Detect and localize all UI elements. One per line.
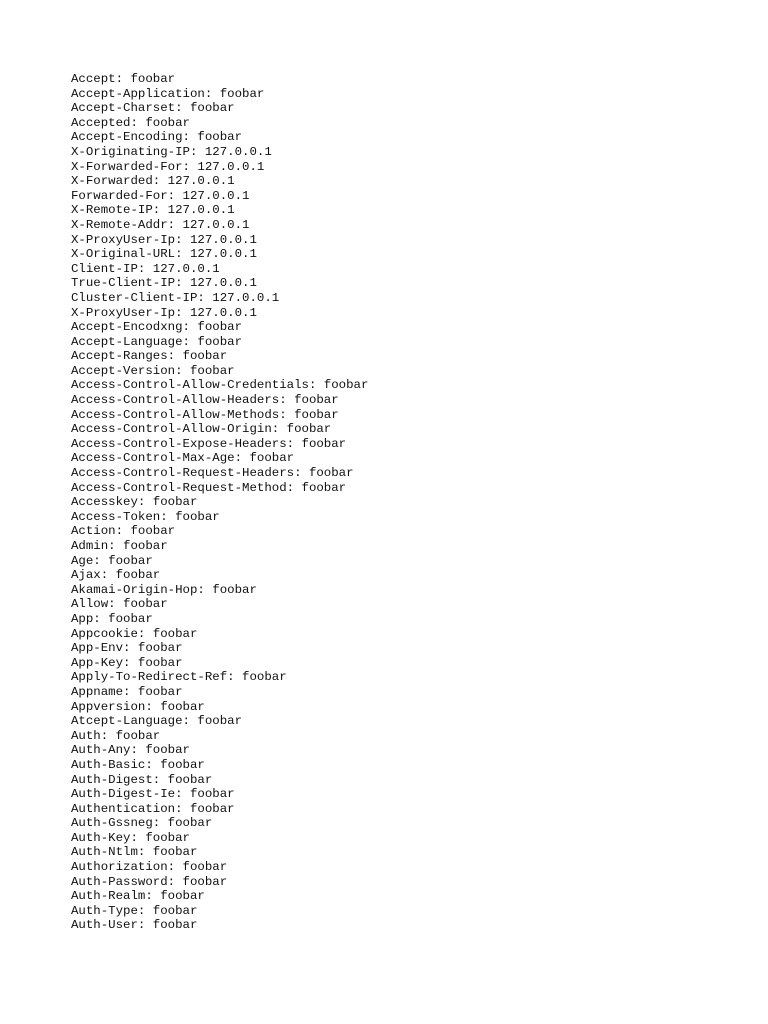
header-line: Access-Control-Allow-Headers: foobar: [71, 393, 339, 408]
header-line: Accept: foobar: [71, 72, 176, 86]
header-line: Appversion: foobar: [71, 699, 205, 714]
header-line: Access-Control-Allow-Credentials: foobar: [71, 378, 369, 393]
header-line: Forwarded-For: 127.0.0.1: [71, 188, 250, 203]
header-line: Akamai-Origin-Hop: foobar: [71, 582, 257, 597]
header-line: Accept-Ranges: foobar: [71, 349, 228, 364]
header-line: Auth-Password: foobar: [71, 874, 228, 889]
header-line: Auth-Gssneg: foobar: [71, 816, 213, 831]
header-line: Access-Control-Allow-Methods: foobar: [71, 407, 339, 422]
header-line: Accepted: foobar: [71, 115, 190, 130]
header-line: Auth-Basic: foobar: [71, 757, 205, 772]
header-line: Auth-Digest-Ie: foobar: [71, 787, 235, 802]
header-line: Access-Control-Allow-Origin: foobar: [71, 422, 332, 437]
header-line: Authentication: foobar: [71, 801, 235, 816]
document-page: [71, 72, 768, 933]
header-line: X-Remote-IP: 127.0.0.1: [71, 203, 235, 218]
header-line: Appname: foobar: [71, 684, 183, 699]
header-line: True-Client-IP: 127.0.0.1: [71, 276, 257, 291]
header-line: Accept-Language: foobar: [71, 334, 243, 349]
header-line: Cluster-Client-IP: 127.0.0.1: [71, 290, 280, 305]
header-line: Auth-Any: foobar: [71, 743, 190, 758]
header-line: Accept-Application: foobar: [71, 86, 265, 101]
header-line: Auth-Realm: foobar: [71, 889, 205, 904]
header-line: Auth-Key: foobar: [71, 830, 190, 845]
header-line: Accept-Encoding: foobar: [71, 130, 243, 145]
header-line: Authorization: foobar: [71, 860, 228, 875]
header-line: Access-Control-Request-Headers: foobar: [71, 466, 354, 481]
header-line: X-Original-URL: 127.0.0.1: [71, 247, 257, 262]
header-line: Allow: foobar: [71, 597, 168, 612]
header-line: Access-Token: foobar: [71, 509, 220, 524]
header-line: App: foobar: [71, 611, 153, 626]
header-line: Admin: foobar: [71, 539, 168, 553]
header-line: X-Originating-IP: 127.0.0.1: [71, 144, 272, 159]
header-line: Access-Control-Max-Age: foobar: [71, 451, 295, 466]
header-list: [71, 72, 768, 933]
header-line: X-Forwarded: 127.0.0.1: [71, 174, 235, 189]
header-line: Access-Control-Request-Method: foobar: [71, 480, 347, 495]
header-line: Access-Control-Expose-Headers: foobar: [71, 436, 347, 451]
header-line: Age: foobar: [71, 553, 153, 568]
header-line: X-ProxyUser-Ip: 127.0.0.1: [71, 232, 257, 247]
header-line: Auth-Type: foobar: [71, 903, 198, 918]
header-line: Auth: foobar: [71, 728, 161, 743]
header-line: Accept-Version: foobar: [71, 363, 235, 378]
header-line: Accept-Encodxng: foobar: [71, 320, 243, 335]
header-line: X-Remote-Addr: 127.0.0.1: [71, 217, 250, 232]
header-line: X-Forwarded-For: 127.0.0.1: [71, 159, 265, 174]
header-line: Auth-Digest: foobar: [71, 772, 213, 787]
header-line: Auth-User: foobar: [71, 918, 198, 933]
header-line: Auth-Ntlm: foobar: [71, 845, 198, 860]
header-line: Atcept-Language: foobar: [71, 714, 243, 729]
header-line: X-ProxyUser-Ip: 127.0.0.1: [71, 305, 257, 320]
header-line: Accesskey: foobar: [71, 495, 198, 510]
header-line: Apply-To-Redirect-Ref: foobar: [71, 670, 287, 685]
header-line: App-Key: foobar: [71, 655, 183, 670]
header-line: Appcookie: foobar: [71, 626, 198, 641]
header-line: Client-IP: 127.0.0.1: [71, 261, 220, 276]
header-line: App-Env: foobar: [71, 641, 183, 656]
header-line: Ajax: foobar: [71, 568, 161, 583]
header-line: Accept-Charset: foobar: [71, 101, 235, 116]
header-line: Action: foobar: [71, 524, 176, 539]
